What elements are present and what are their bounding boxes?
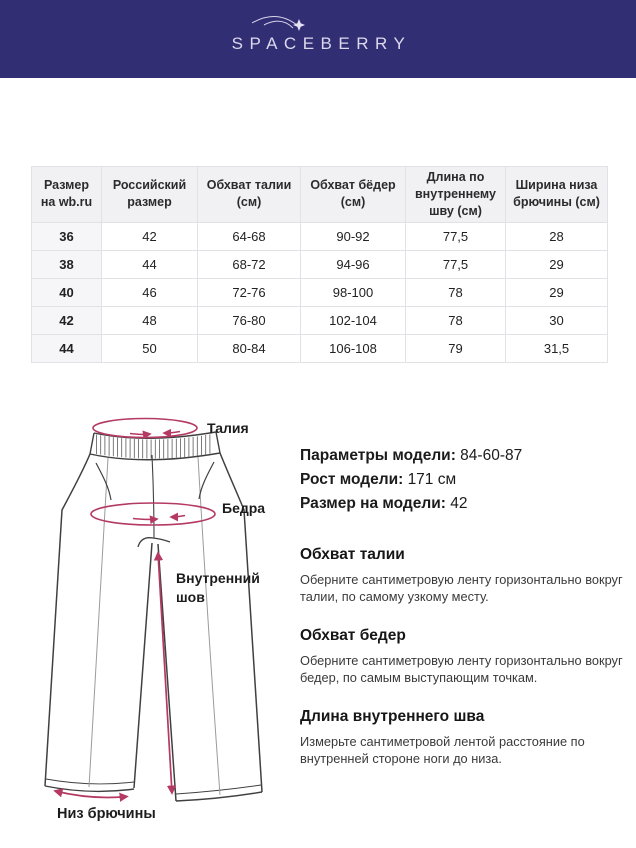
size-cell: 76-80: [198, 306, 301, 334]
measurement-info-panel: [300, 444, 630, 789]
size-cell: 78: [406, 306, 506, 334]
measure-section: [300, 708, 630, 767]
hem-label: Низ брючины: [57, 806, 156, 822]
size-cell: 102-104: [301, 306, 406, 334]
size-cell: 72-76: [198, 278, 301, 306]
column-header-wb-size: Размер на wb.ru: [32, 167, 102, 223]
size-cell: 50: [102, 334, 198, 362]
column-header-hips: Обхват бёдер (см): [301, 167, 406, 223]
size-row: [32, 334, 608, 362]
size-cell: 31,5: [506, 334, 608, 362]
size-cell: 106-108: [301, 334, 406, 362]
size-cell: 40: [32, 278, 102, 306]
pocket-lines: [96, 462, 214, 500]
model-info-line: [300, 444, 630, 468]
hip-measure: [91, 503, 215, 525]
size-cell: 77,5: [406, 222, 506, 250]
size-cell: 38: [32, 250, 102, 278]
inseam-measure-arrow: [158, 553, 172, 793]
size-cell: 68-72: [198, 250, 301, 278]
size-row: [32, 222, 608, 250]
size-cell: 94-96: [301, 250, 406, 278]
waist-label: Талия: [207, 420, 249, 436]
model-info-value: 42: [450, 495, 468, 512]
model-info: [300, 444, 630, 516]
shooting-star-icon: [250, 8, 314, 40]
column-header-russian-size: Российский размер: [102, 167, 198, 223]
brand-logo: SPACEBERRY: [231, 34, 412, 53]
model-info-value: 171 см: [407, 471, 457, 488]
measure-section-title: Обхват бедер: [300, 627, 406, 644]
size-cell: 78: [406, 278, 506, 306]
measure-section: [300, 546, 630, 605]
measure-section-title: Обхват талии: [300, 546, 405, 563]
waist-measure: [93, 419, 197, 438]
column-header-leg-hem-width: Ширина низа брючины (см): [506, 167, 608, 223]
size-row: [32, 250, 608, 278]
size-cell: 28: [506, 222, 608, 250]
hips-label: Бедра: [222, 500, 266, 516]
model-info-label: Параметры модели:: [300, 447, 461, 464]
size-cell: 44: [102, 250, 198, 278]
pants-diagram: [30, 403, 282, 835]
size-cell: 80-84: [198, 334, 301, 362]
model-info-label: Рост модели:: [300, 471, 408, 488]
model-info-value: 84-60-87: [460, 447, 523, 464]
inseam-label: Внутренний шов: [176, 570, 260, 605]
size-cell: 42: [102, 222, 198, 250]
measure-section-text: Оберните сантиметровую ленту горизонтально вокруг талии, по самому узкому месту.: [300, 572, 623, 604]
brand-banner: [0, 0, 636, 78]
measure-instructions: [300, 546, 630, 767]
size-table: [31, 166, 608, 363]
size-cell: 30: [506, 306, 608, 334]
waistband: [90, 432, 220, 460]
measure-section-text: Оберните сантиметровую ленту горизонтально вокруг бедер, по самым выступающим точкам.: [300, 653, 623, 685]
column-header-inseam-length: Длина по внутреннему шву (см): [406, 167, 506, 223]
size-cell: 29: [506, 278, 608, 306]
measure-section: [300, 627, 630, 686]
measure-section-title: Длина внутреннего шва: [300, 708, 485, 725]
model-info-line: [300, 468, 630, 492]
size-cell: 48: [102, 306, 198, 334]
size-cell: 46: [102, 278, 198, 306]
size-cell: 44: [32, 334, 102, 362]
size-cell: 90-92: [301, 222, 406, 250]
measure-section-text: Измерьте сантиметровой лентой расстояние по внутренней стороне ноги до низа.: [300, 734, 585, 766]
column-header-waist: Обхват талии (см): [198, 167, 301, 223]
size-cell: 36: [32, 222, 102, 250]
size-cell: 29: [506, 250, 608, 278]
size-cell: 42: [32, 306, 102, 334]
size-cell: 98-100: [301, 278, 406, 306]
size-cell: 79: [406, 334, 506, 362]
size-cell: 64-68: [198, 222, 301, 250]
size-row: [32, 278, 608, 306]
size-cell: 77,5: [406, 250, 506, 278]
size-row: [32, 306, 608, 334]
model-info-line: [300, 492, 630, 516]
model-info-label: Размер на модели:: [300, 495, 451, 512]
size-table-header-row: [32, 167, 608, 223]
